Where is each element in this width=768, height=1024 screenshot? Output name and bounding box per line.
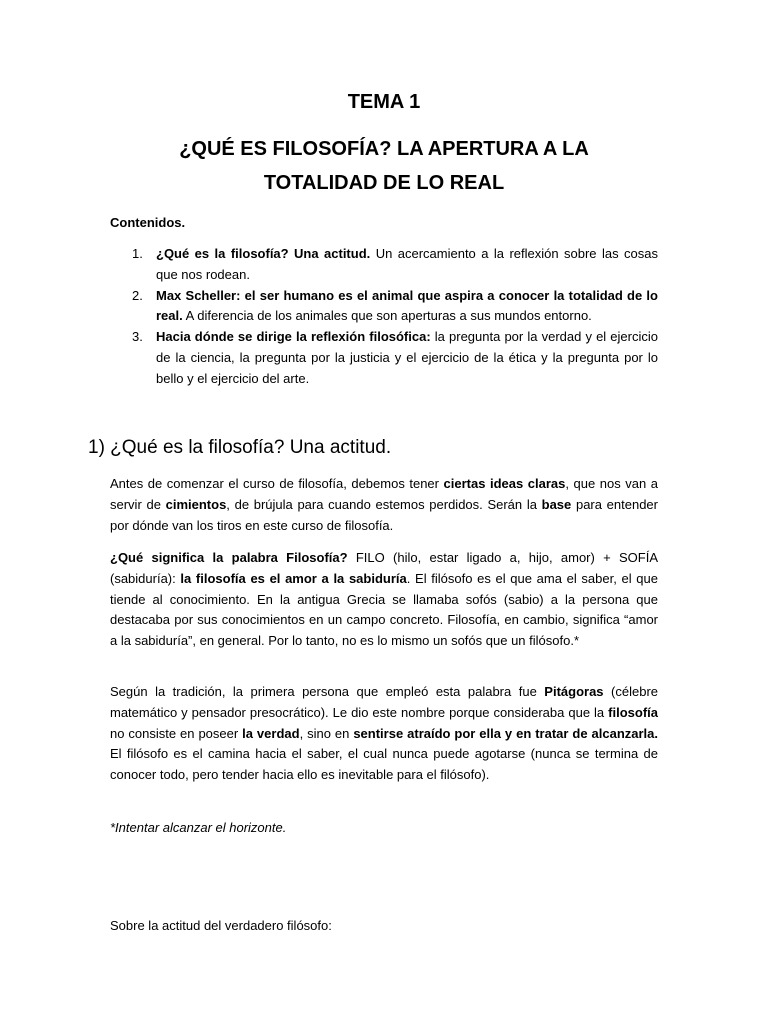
contents-item-2	[110, 286, 658, 328]
paragraph-attitude: Sobre la actitud del verdadero filósofo:	[110, 918, 332, 933]
text-run: no consiste en poseer	[110, 725, 243, 741]
text-run: (célebre matemático y pensador presocrático). Le dio este nombre porque consideraba que la	[110, 684, 658, 720]
text-run: , sino en	[299, 725, 354, 741]
contents-item-number: 2.	[132, 287, 143, 303]
bold-run: cimientos	[165, 496, 227, 512]
text-run: . El filósofo es el que ama el saber, el que tiende al conocimiento. En la antigua Grecia se llamaba sofós (sabio) a la persona que destacaba por sus conocimientos en un campo concreto. Filosofía, en cambio, significa “amor a la sabiduría”, en general. Por lo tanto, no es lo mismo un sofós que un filósofo.*	[110, 570, 658, 649]
text-run: FILO (hilo, estar ligado a, hijo, amor) + SOFÍA (sabiduría):	[110, 550, 658, 586]
bold-run: la verdad	[242, 725, 300, 741]
contents-item-text: A diferencia de los animales que son aperturas a sus mundos entorno.	[182, 308, 592, 324]
bold-run: filosofía	[608, 704, 658, 720]
bold-run: ciertas ideas claras	[443, 476, 566, 491]
contents-item-bold: ¿Qué es la filosofía? Una actitud.	[156, 246, 371, 261]
contents-item-text: Un acercamiento a la reflexión sobre las cosas que nos rodean.	[156, 246, 658, 282]
text-run: , de brújula para cuando estemos perdidos. Serán la	[226, 496, 542, 512]
tema-label: TEMA 1	[347, 91, 421, 113]
bold-run: sentirse atraído por ella y en tratar de alcanzarla.	[353, 725, 658, 741]
bold-run: base	[541, 496, 572, 512]
text-run: para entender por dónde van los tiros en este curso de filosofía.	[110, 496, 658, 533]
page-title-line-2: TOTALIDAD DE LO REAL	[263, 172, 505, 194]
bold-run: ¿Qué significa la palabra Filosofía?	[110, 550, 348, 565]
bold-run: la filosofía es el amor a la sabiduría	[180, 570, 407, 586]
paragraph-pythagoras	[110, 682, 658, 786]
contents-item-number: 1.	[132, 246, 143, 261]
contents-item-bold: Hacia dónde se dirige la reflexión filosófica:	[156, 329, 431, 345]
footnote: *Intentar alcanzar el horizonte.	[110, 820, 287, 835]
text-run: Según la tradición, la primera persona que empleó esta palabra fue	[110, 684, 545, 699]
contents-item-number: 3.	[132, 329, 143, 345]
text-run: El filósofo es el camina hacia el saber, el cual nunca puede agotarse (nunca se termina de conocer todo, pero tender hacia ello es inevitable para el filósofo).	[110, 746, 658, 783]
bold-run: Pitágoras	[544, 684, 604, 699]
page-title-line-1: ¿QUÉ ES FILOSOFÍA? LA APERTURA A LA	[179, 138, 589, 160]
contents-item-3	[110, 327, 658, 389]
paragraph-meaning	[110, 548, 658, 652]
contents-item-1	[110, 244, 658, 286]
contents-item-text: la pregunta por la verdad y el ejercicio de la ciencia, la pregunta por la justicia y el ejercicio de la ética y la pregunta por lo bello y el ejercicio del arte.	[156, 329, 658, 386]
section-heading: 1) ¿Qué es la filosofía? Una actitud.	[88, 437, 392, 458]
text-run: Antes de comenzar el curso de filosofía, debemos tener	[110, 476, 444, 491]
page-title	[120, 132, 648, 200]
text-run: , que nos van a servir de	[110, 476, 658, 512]
contents-item-bold: Max Scheller: el ser humano es el animal que aspira a conocer la totalidad de lo real.	[156, 287, 658, 324]
contents-label: Contenidos.	[110, 215, 186, 230]
paragraph-intro	[110, 474, 658, 536]
contents-list	[110, 244, 658, 390]
